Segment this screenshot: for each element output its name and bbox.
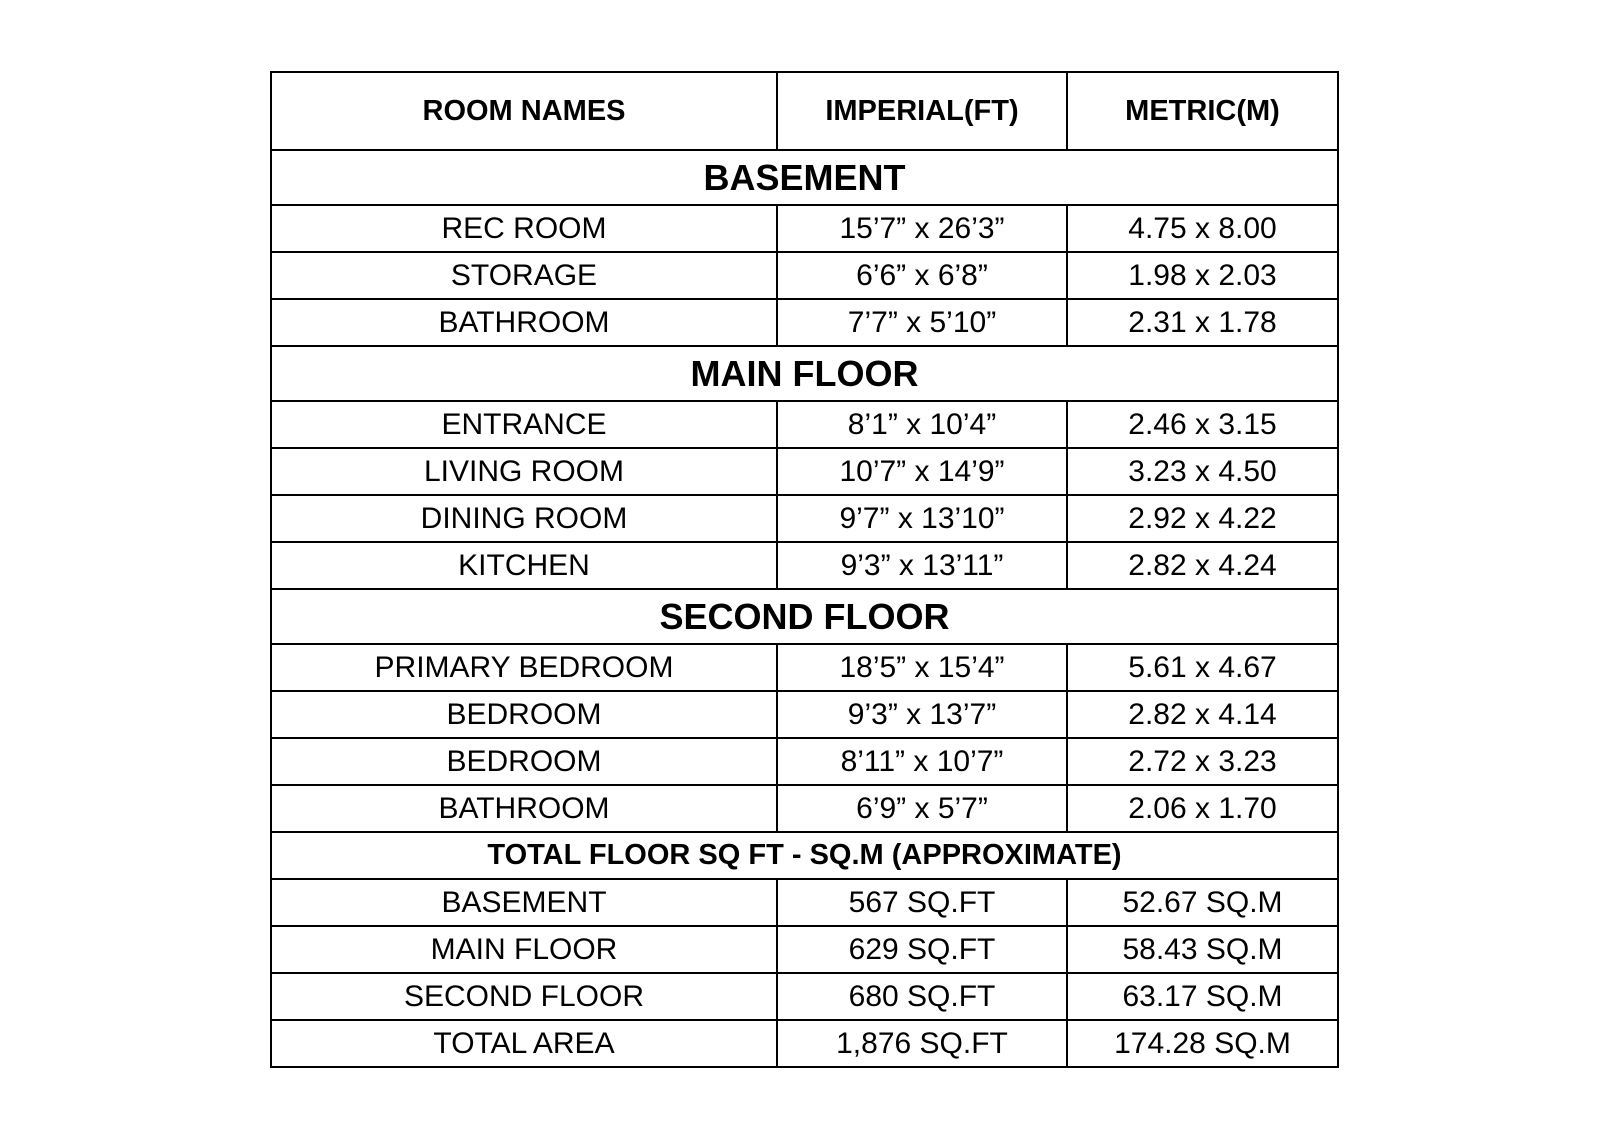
imperial-cell: 9’3” x 13’11”: [777, 542, 1067, 589]
table-row: [271, 448, 1338, 495]
metric-cell: 5.61 x 4.67: [1067, 644, 1338, 691]
sqm-cell: 174.28 SQ.M: [1067, 1020, 1338, 1067]
table-row: [271, 401, 1338, 448]
section-title: MAIN FLOOR: [271, 346, 1338, 401]
sqm-cell: 58.43 SQ.M: [1067, 926, 1338, 973]
table-row: [271, 1020, 1338, 1067]
imperial-cell: 10’7” x 14’9”: [777, 448, 1067, 495]
imperial-cell: 9’3” x 13’7”: [777, 691, 1067, 738]
table-row: [271, 205, 1338, 252]
room-name-cell: LIVING ROOM: [271, 448, 777, 495]
metric-cell: 2.82 x 4.14: [1067, 691, 1338, 738]
room-name-cell: BEDROOM: [271, 691, 777, 738]
table-row: [271, 738, 1338, 785]
imperial-cell: 6’6” x 6’8”: [777, 252, 1067, 299]
floor-name-cell: MAIN FLOOR: [271, 926, 777, 973]
imperial-cell: 9’7” x 13’10”: [777, 495, 1067, 542]
metric-cell: 3.23 x 4.50: [1067, 448, 1338, 495]
room-name-cell: ENTRANCE: [271, 401, 777, 448]
table-row: [271, 785, 1338, 832]
table-row: [271, 926, 1338, 973]
room-name-cell: BEDROOM: [271, 738, 777, 785]
imperial-cell: 8’11” x 10’7”: [777, 738, 1067, 785]
header-metric: METRIC(M): [1067, 72, 1338, 150]
sqm-cell: 52.67 SQ.M: [1067, 879, 1338, 926]
header-room-names: ROOM NAMES: [271, 72, 777, 150]
table-row: [271, 691, 1338, 738]
section-heading-main-floor: [271, 346, 1338, 401]
totals-heading-row: [271, 832, 1338, 879]
imperial-cell: 15’7” x 26’3”: [777, 205, 1067, 252]
table-row: [271, 879, 1338, 926]
section-title: BASEMENT: [271, 150, 1338, 205]
metric-cell: 2.31 x 1.78: [1067, 299, 1338, 346]
room-name-cell: BATHROOM: [271, 299, 777, 346]
room-name-cell: STORAGE: [271, 252, 777, 299]
room-name-cell: PRIMARY BEDROOM: [271, 644, 777, 691]
table-row: [271, 644, 1338, 691]
sqm-cell: 63.17 SQ.M: [1067, 973, 1338, 1020]
floor-name-cell: TOTAL AREA: [271, 1020, 777, 1067]
metric-cell: 2.06 x 1.70: [1067, 785, 1338, 832]
totals-title: TOTAL FLOOR SQ FT - SQ.M (APPROXIMATE): [271, 832, 1338, 879]
floor-name-cell: SECOND FLOOR: [271, 973, 777, 1020]
imperial-cell: 7’7” x 5’10”: [777, 299, 1067, 346]
metric-cell: 4.75 x 8.00: [1067, 205, 1338, 252]
table-header-row: [271, 72, 1338, 150]
imperial-cell: 6’9” x 5’7”: [777, 785, 1067, 832]
table-row: [271, 495, 1338, 542]
table-row: [271, 973, 1338, 1020]
section-heading-second-floor: [271, 589, 1338, 644]
table-row: [271, 542, 1338, 589]
room-dimensions-table: [270, 71, 1339, 1068]
section-heading-basement: [271, 150, 1338, 205]
metric-cell: 1.98 x 2.03: [1067, 252, 1338, 299]
metric-cell: 2.46 x 3.15: [1067, 401, 1338, 448]
room-name-cell: BATHROOM: [271, 785, 777, 832]
section-title: SECOND FLOOR: [271, 589, 1338, 644]
sqft-cell: 680 SQ.FT: [777, 973, 1067, 1020]
metric-cell: 2.92 x 4.22: [1067, 495, 1338, 542]
sqft-cell: 567 SQ.FT: [777, 879, 1067, 926]
room-name-cell: KITCHEN: [271, 542, 777, 589]
table-row: [271, 299, 1338, 346]
floor-name-cell: BASEMENT: [271, 879, 777, 926]
header-imperial: IMPERIAL(FT): [777, 72, 1067, 150]
table-row: [271, 252, 1338, 299]
room-name-cell: DINING ROOM: [271, 495, 777, 542]
metric-cell: 2.82 x 4.24: [1067, 542, 1338, 589]
sqft-cell: 629 SQ.FT: [777, 926, 1067, 973]
room-name-cell: REC ROOM: [271, 205, 777, 252]
metric-cell: 2.72 x 3.23: [1067, 738, 1338, 785]
imperial-cell: 18’5” x 15’4”: [777, 644, 1067, 691]
sqft-cell: 1,876 SQ.FT: [777, 1020, 1067, 1067]
imperial-cell: 8’1” x 10’4”: [777, 401, 1067, 448]
